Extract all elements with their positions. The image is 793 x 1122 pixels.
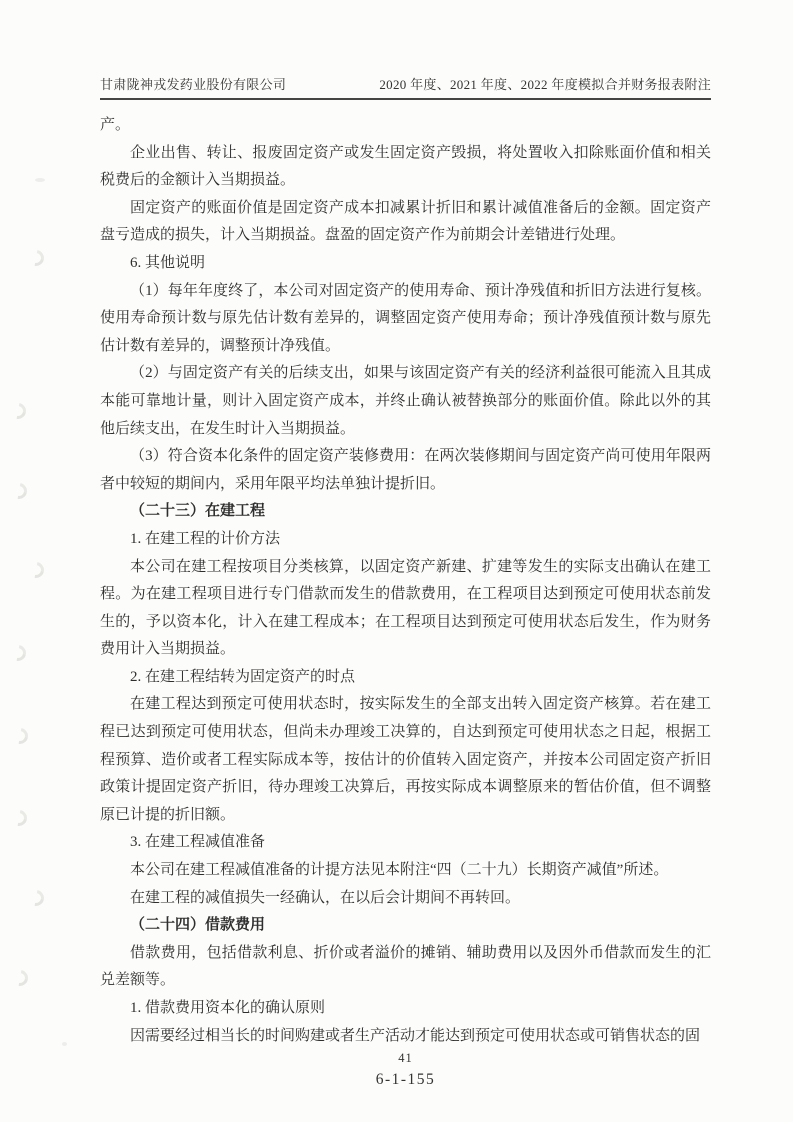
paragraph: （3）符合资本化条件的固定资产装修费用：在两次装修期间与固定资产尚可使用年限两者中较短的期间内，采用年限平均法单独计提折旧。 bbox=[100, 448, 711, 492]
scan-artifact bbox=[62, 1042, 67, 1046]
paragraph: 本公司在建工程按项目分类核算，以固定资产新建、扩建等发生的实际支出确认在建工程。为在建工程项目进行专门借款而发生的借款费用，在工程项目达到预定可使用状态前发生的，予以资本化，计入在建工程成本；在工程项目达到预定可使用状态后发生，作为财务费用计入当期损益。 bbox=[100, 558, 711, 658]
paragraph: 固定资产的账面价值是固定资产成本扣减累计折旧和累计减值准备后的金额。固定资产盘亏造成的损失，计入当期损益。盘盈的固定资产作为前期会计差错进行处理。 bbox=[100, 199, 711, 244]
document-code: 6-1-155 bbox=[375, 1071, 436, 1088]
page-footer bbox=[100, 1050, 711, 1091]
page-header bbox=[100, 76, 711, 100]
scan-artifact bbox=[7, 642, 29, 664]
scan-artifact bbox=[25, 559, 47, 581]
header-report-title: 2020 年度、2021 年度、2022 年度模拟合并财务报表附注 bbox=[379, 77, 711, 92]
page-number: 41 bbox=[398, 1051, 413, 1065]
scan-artifact bbox=[25, 887, 47, 909]
scan-artifact bbox=[8, 480, 30, 502]
scan-artifact bbox=[9, 967, 31, 989]
paragraph: （2）与固定资产有关的后续支出，如果与该固定资产有关的经济利益很可能流入且其成本能可靠地计量，则计入固定资产成本，并终止确认被替换部分的账面价值。除此以外的其他后续支出，在发生时计入当期损益。 bbox=[100, 365, 711, 437]
paragraph: 借款费用，包括借款利息、折价或者溢价的摊销、辅助费用以及因外币借款而发生的汇兑差额等。 bbox=[100, 944, 711, 989]
scan-artifact bbox=[25, 247, 47, 269]
paragraph: 1. 借款费用资本化的确认原则 bbox=[130, 1000, 326, 1016]
paragraph: 因需要经过相当长的时间购建或者生产活动才能达到预定可使用状态或可销售状态的固 bbox=[130, 1027, 701, 1044]
scan-artifact bbox=[8, 807, 30, 829]
paragraph: 产。 bbox=[100, 117, 131, 133]
paragraph: 在建工程的减值损失一经确认，在以后会计期间不再转回。 bbox=[130, 889, 521, 906]
paragraph: 2. 在建工程结转为固定资产的时点 bbox=[130, 668, 356, 685]
document-body bbox=[100, 112, 711, 1056]
scan-artifact bbox=[35, 178, 45, 182]
paragraph: （二十四）借款费用 bbox=[130, 917, 266, 934]
scan-artifact bbox=[9, 725, 31, 747]
paragraph: 本公司在建工程减值准备的计提方法见本附注“四（二十九）长期资产减值”所述。 bbox=[130, 862, 669, 879]
paragraph: 在建工程达到预定可使用状态时，按实际发生的全部支出转入固定资产核算。若在建工程已达到预定可使用状态，但尚未办理竣工决算的，自达到预定可使用状态之日起，根据工程预算、造价或者工程实际成本等，按估计的价值转入固定资产，并按本公司固定资产折旧政策计提固定资产折旧，待办理竣工决算后，再按实际成本调整原来的暂估价值，但不调整原已计提的折旧额。 bbox=[100, 696, 711, 823]
paragraph: （1）每年年度终了，本公司对固定资产的使用寿命、预计净残值和折旧方法进行复核。使用寿命预计数与原先估计数有差异的，调整固定资产使用寿命；预计净残值预计数与原先估计数有差异的，调整预计净残值。 bbox=[100, 282, 711, 354]
paragraph: 6. 其他说明 bbox=[130, 254, 206, 271]
scan-artifact bbox=[7, 400, 29, 422]
paragraph: 3. 在建工程减值准备 bbox=[130, 834, 266, 851]
header-company-name: 甘肃陇神戎发药业股份有限公司 bbox=[100, 77, 287, 92]
paragraph: 1. 在建工程的计价方法 bbox=[130, 530, 281, 547]
paragraph: （二十三）在建工程 bbox=[130, 503, 266, 520]
paragraph: 企业出售、转让、报废固定资产或发生固定资产毁损，将处置收入扣除账面价值和相关税费后的金额计入当期损益。 bbox=[100, 144, 711, 189]
